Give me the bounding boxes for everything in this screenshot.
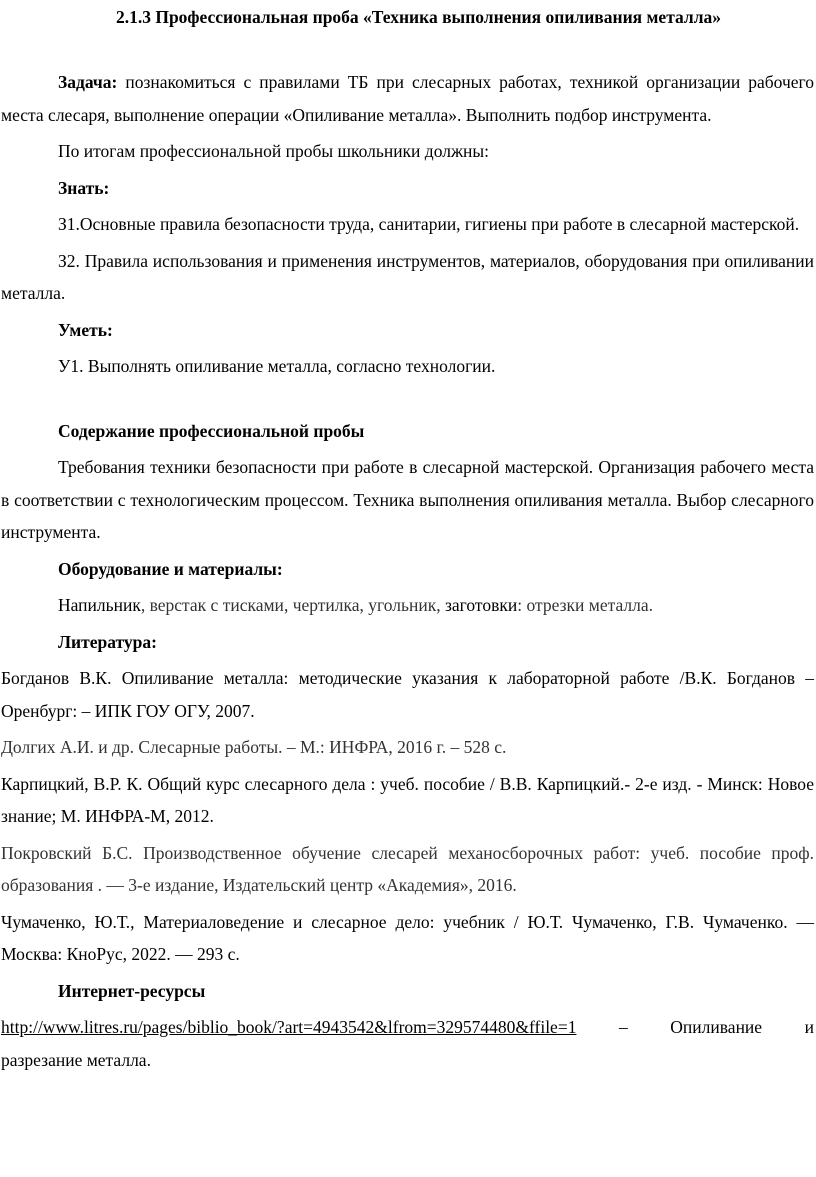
task-paragraph (1, 66, 814, 131)
literature-item-1: Богданов В.К. Опиливание металла: методические указания к лабораторной работе /В.К. Богданов – Оренбург: – ИПК ГОУ ОГУ, 2007. (1, 668, 814, 721)
literature-item-5: Чумаченко, Ю.Т., Материаловедение и слесарное дело: учебник / Ю.Т. Чумаченко, Г.В. Чумаченко. — Москва: КноРус, 2022. — 293 с. (1, 911, 814, 964)
skills-heading: Уметь: (58, 319, 113, 340)
equipment-pieces: : отрезки металла. (517, 595, 653, 615)
equipment-bench: , верстак с тисками (140, 595, 284, 615)
equipment-blanks: заготовки (444, 595, 518, 615)
literature-item-3: Карпицкий, В.Р. К. Общий курс слесарного дела : учеб. пособие / В.В. Карпицкий.- 2-е изд. - Минск: Новое знание; М. ИНФРА-М, 2012. (1, 773, 814, 826)
literature-item-4: Покровский Б.С. Производственное обучение слесарей механосборочных работ: учеб. пособие проф. образования . — 3-е издание, Издательский центр «Академия», 2016. (1, 842, 814, 895)
literature-item-2: Долгих А.И. и др. Слесарные работы. – М.: ИНФРА, 2016 г. – 528 с. (1, 737, 507, 757)
resource-word-1: Опиливание (670, 1017, 763, 1037)
resource-dash: – (619, 1017, 628, 1037)
content-heading: Содержание профессиональной пробы (58, 420, 365, 441)
internet-heading: Интернет-ресурсы (58, 980, 206, 1001)
equipment-tools: , чертилка, угольник, (283, 595, 445, 615)
equipment-file: Напильник (58, 595, 141, 615)
know-item-1: З1.Основные правила безопасности труда, санитарии, гигиены при работе в слесарной мастерской. (58, 214, 800, 234)
equipment-text (1, 589, 814, 622)
skills-item-1: У1. Выполнять опиливание металла, согласно технологии. (58, 356, 496, 376)
intro-text: По итогам профессиональной пробы школьники должны: (58, 141, 490, 161)
page-title: 2.1.3 Профессиональная проба «Техника выполнения опиливания металла» (115, 7, 722, 27)
know-item-2: З2. Правила использования и применения инструментов, материалов, оборудования при опиливании металла. (1, 250, 814, 303)
resource-link[interactable]: http://www.litres.ru/pages/biblio_book/?art=4943542&lfrom=329574480&ffile=1 (1, 1017, 577, 1037)
task-label: Задача: (58, 72, 118, 92)
equipment-heading: Оборудование и материалы: (58, 558, 283, 579)
task-text: познакомиться с правилами ТБ при слесарных работах, техникой организации рабочего места слесаря, выполнение операции «Опиливание металла». Выполнить подбор инструмента. (1, 72, 815, 125)
resource-word-2: и (804, 1017, 814, 1037)
know-heading: Знать: (58, 177, 110, 198)
content-text: Требования техники безопасности при работе в слесарной мастерской. Организация рабочего места в соответствии с технологическим процессом. Техника выполнения опиливания металла. Выбор слесарного инструмента. (1, 457, 814, 542)
internet-line-1 (1, 1011, 814, 1044)
internet-line-2: разрезание металла. (1, 1049, 151, 1070)
literature-heading: Литература: (58, 631, 157, 652)
